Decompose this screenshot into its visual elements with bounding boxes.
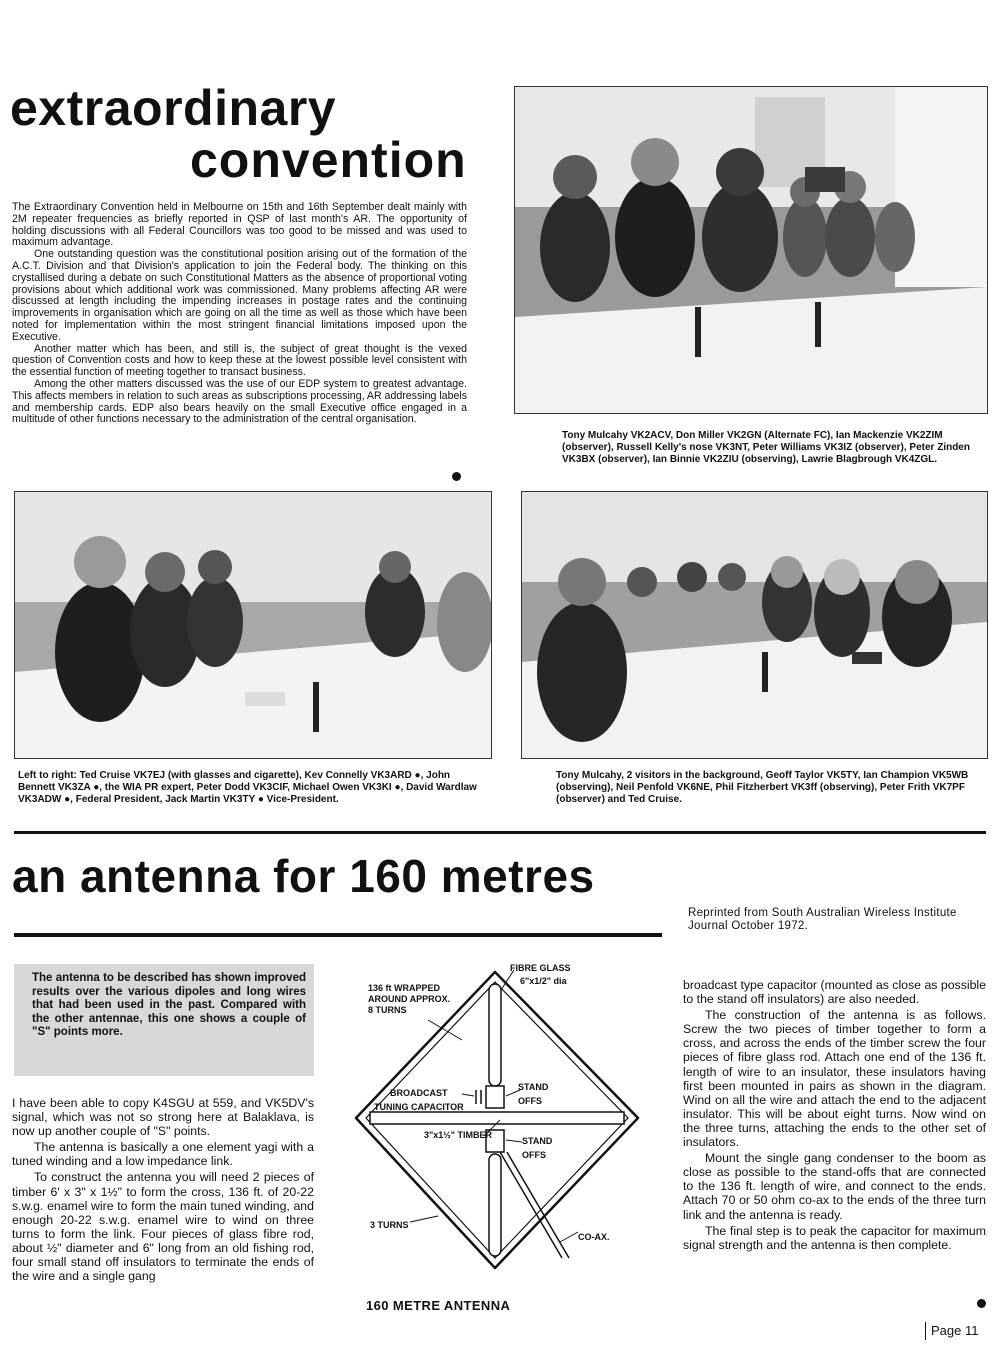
paragraph: I have been able to copy K4SGU at 559, and VK5DV's signal, which was not so strong here at Balaklava, is now up another couple of "S" points. [12, 1096, 314, 1139]
antenna-diagram [350, 958, 672, 1298]
article-body [12, 202, 467, 426]
paragraph: The Extraordinary Convention held in Melbourne on 15th and 16th September dealt mainly with 2M repeater frequencies as briefly reported in QSP of last month's AR. The opportunity of holding discussions with all Federal Councillors was too good to be missed and was used to maximum advantage. [12, 201, 467, 249]
intro-box: The antenna to be described has shown improved results over the various dipoles and long wires that had been used in the past. Compared with the other antennae, this one shows a couple of "S" points more. [14, 964, 314, 1076]
label-stand-offs-2b: OFFS [522, 1150, 546, 1160]
end-bullet [977, 1299, 986, 1308]
photo-meeting-bottom-left [14, 491, 492, 759]
label-coax: CO-AX. [578, 1232, 610, 1242]
paragraph: The antenna is basically a one element yagi with a tuned winding and a low impedance link. [12, 1140, 314, 1169]
paragraph: broadcast type capacitor (mounted as close as possible to the stand off insulators) are also needed. [683, 978, 986, 1007]
end-bullet [452, 472, 461, 481]
section-divider [14, 831, 986, 834]
antenna-article-title: an antenna for 160 metres [12, 850, 595, 902]
caption-bottom-right: Tony Mulcahy, 2 visitors in the background, Geoff Taylor VK5TY, Ian Champion VK5WB (observing), Neil Penfold VK6NE, Phil Fitzherbert VK3ff (observing), Peter Frith VK7PF (observer) and Ted Cruise. [556, 770, 969, 805]
label-fibre-glass: FIBRE GLASS [510, 963, 571, 973]
title-underline [14, 933, 662, 937]
photo-meeting-bottom-right [521, 491, 988, 759]
caption-top-right: Tony Mulcahy VK2ACV, Don Miller VK2GN (Alternate FC), Ian Mackenzie VK2ZIM (observer), Russell Kelly's nose VK3NT, Peter Williams VK3IZ (observer), Peter Zinden VK3BX (observer), Ian Binnie VK2ZIU (observing), Lawrie Blagbrough VK4ZGL. [562, 430, 970, 465]
paragraph: To construct the antenna you will need 2 pieces of timber 6' x 3" x 1½" to form the cross, 136 ft. of 20-22 s.w.g. enamel wire to form the main tuned winding, and enough 20-22 s.w.g. enamel wire to wind on three turns to form the link. Four pieces of glass fibre rod, about ½" diameter and 6" long from an old fishing rod, four small stand off insulators to terminate the ends of the wire and a single gang [12, 1170, 314, 1284]
article-title-line2: convention [190, 132, 467, 188]
page-number: Page 11 [931, 1323, 979, 1338]
paragraph: Mount the single gang condenser to the boom as close as possible to the stand-offs that are connected to the 136 ft. length of wire, and connect to the ends. Attach 70 or 50 ohm co-ax to the ends of the three turn link and the antenna is ready. [683, 1151, 986, 1222]
paragraph: The final step is to peak the capacitor for maximum signal strength and the antenna is then complete. [683, 1223, 986, 1252]
label-stand-offs-2a: STAND [522, 1136, 553, 1146]
reprint-note: Reprinted from South Australian Wireless Institute Journal October 1972. [688, 907, 957, 932]
caption-bottom-left: Left to right: Ted Cruise VK7EJ (with glasses and cigarette), Kev Connelly VK3ARD ●, John Bennett VK3ZA ●, the WIA PR expert, Peter Dodd VK3CIF, Michael Owen VK3KI ●, David Wardlaw VK3ADW ●, Federal President, Jack Martin VK3TY ● Vice-President. [18, 770, 477, 805]
label-timber: 3"x1½" TIMBER [424, 1130, 493, 1140]
label-tuning-capacitor: TUNING CAPACITOR [374, 1102, 464, 1112]
paragraph: The construction of the antenna is as follows. Screw the two pieces of timber together to form a cross, and across the ends of the timber screw the four pieces of fibre glass rod. Attach one end of the 136 ft. length of wire to an insulator, these insulators having first been mounted in pairs as shown in the diagram. Wind on all the wire and attach the end to the adjacent insulator. This will be about eight turns. Now wind on the three turns, attaching the ends to the other set of insulators. [683, 1008, 986, 1150]
label-stand-offs-1b: OFFS [518, 1096, 542, 1106]
label-three-turns: 3 TURNS [370, 1220, 409, 1230]
antenna-column-3 [683, 978, 986, 1254]
diagram-title: 160 METRE ANTENNA [366, 1298, 511, 1313]
article-title-line1: extraordinary [10, 80, 337, 136]
paragraph: Among the other matters discussed was the use of our EDP system to greatest advantage. This affects members in relation to such areas as subscriptions processing, AR addressing labels and membership cards. EDP also bears heavily on the small Executive office engaged in a multitude of other functions necessary to the administration of the central organisation. [12, 377, 467, 426]
antenna-column-1 [12, 1096, 314, 1285]
label-stand-offs-1a: STAND [518, 1082, 549, 1092]
photo-meeting-top-right [514, 86, 988, 414]
label-wrapped-1: 136 ft WRAPPED [368, 983, 441, 993]
label-wrapped-2: AROUND APPROX. [368, 994, 451, 1004]
footer-rule [925, 1322, 926, 1340]
paragraph: Another matter which has been, and still is, the subject of great thought is the vexed question of Convention costs and how to keep these at the lowest possible level consistent with the essential function of meeting together to transact business. [12, 342, 467, 379]
label-broadcast: BROADCAST [390, 1088, 448, 1098]
label-wrapped-3: 8 TURNS [368, 1005, 407, 1015]
paragraph: One outstanding question was the constitutional position arising out of the formation of the A.C.T. Division and that Division's application to join the Federal body. The thinking on this crystallised during a debate on such Constitutional Matters as the absence of proportional voting provisions about which additional work was commissioned. Many problems affecting AR were discussed at length including the impending increases in postage rates and the continuing improvements in organisation which are going on all the time as well as those which have been noted for implementation within the most stringent financial limitations imposed upon the Executive. [12, 248, 467, 343]
label-fibre-dim: 6"x1/2" dia [520, 976, 567, 986]
